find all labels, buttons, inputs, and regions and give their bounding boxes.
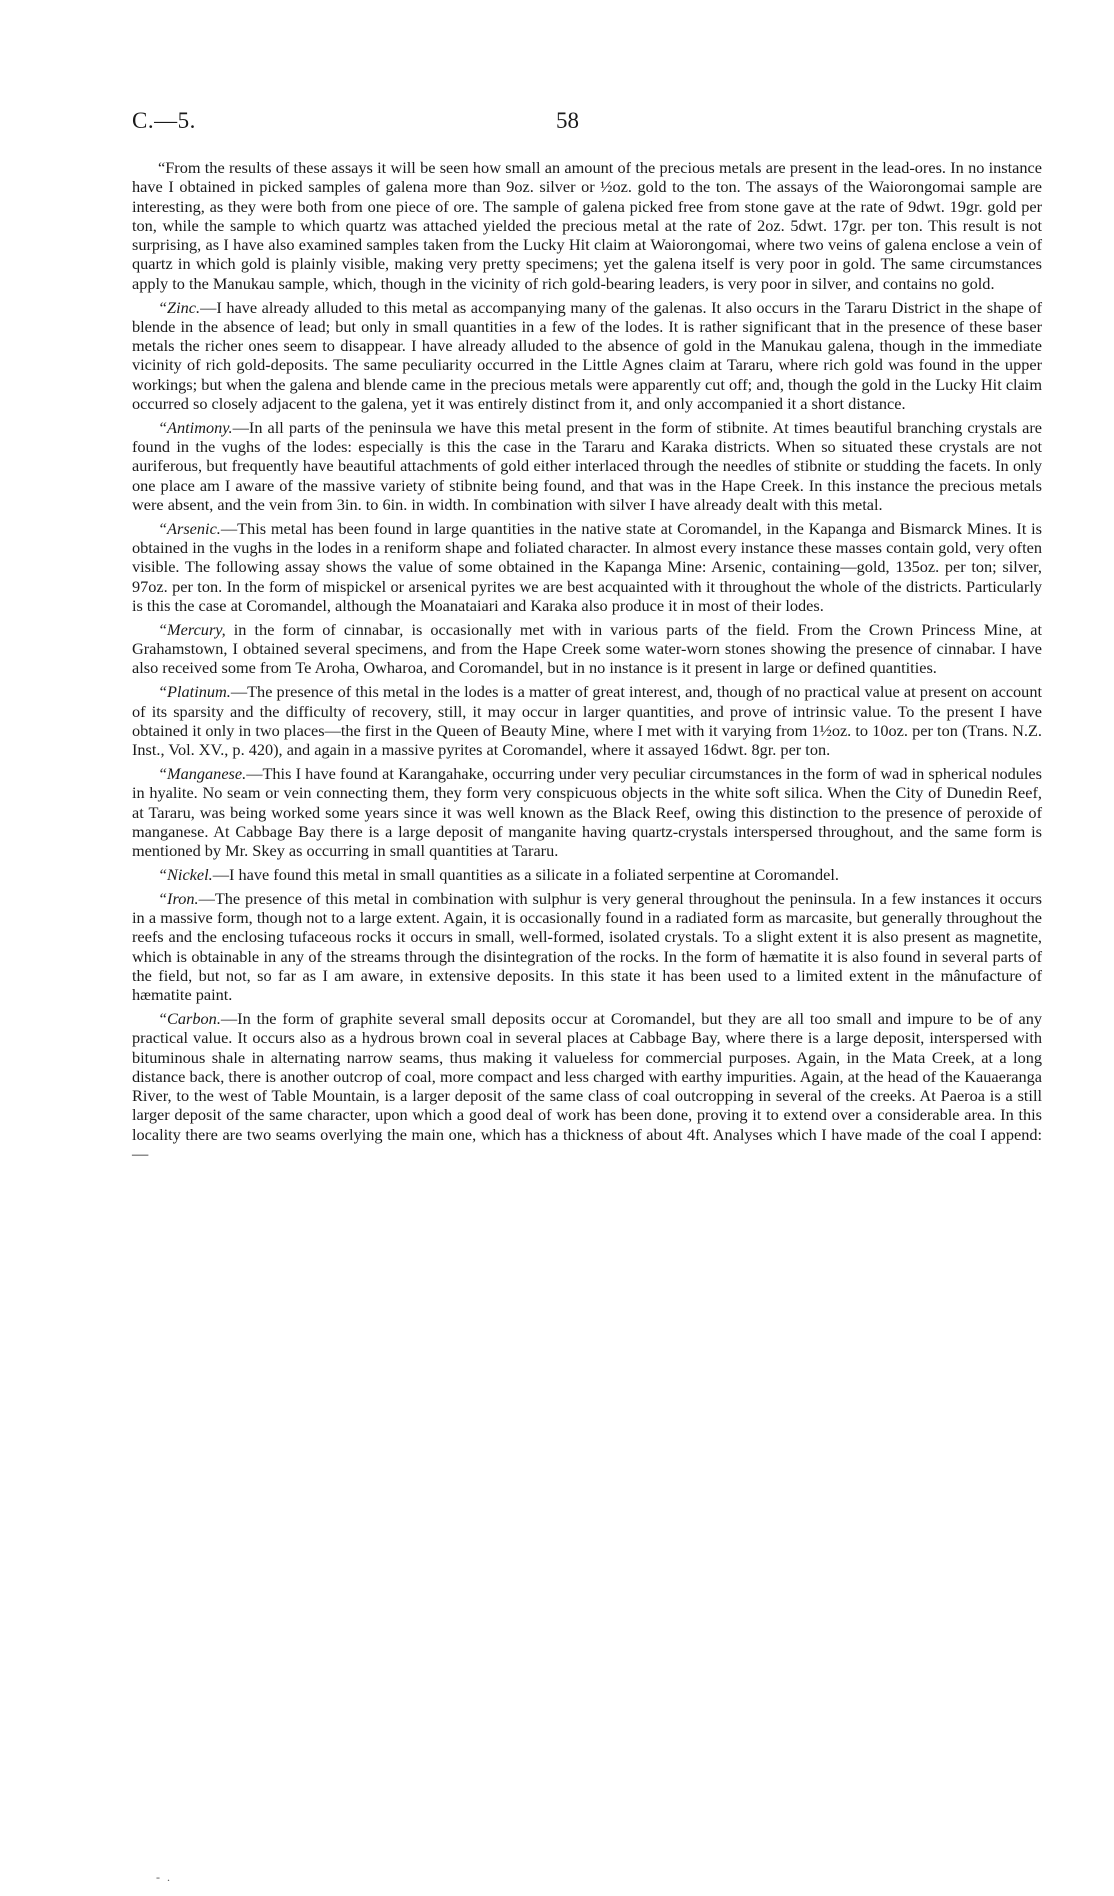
- paragraph-lead: “Platinum.: [158, 682, 231, 702]
- paragraph-arsenic: [132, 519, 1042, 615]
- page-header: [132, 108, 1042, 144]
- paragraph-lead: “Manganese.: [158, 763, 247, 783]
- paragraph-platinum: [132, 682, 1042, 759]
- paragraph-text: —This metal has been found in large quantities in the native state at Coromandel, in the Kapanga and Bismarck Mines. It is obtained in the vughs in the lodes in a reniform shape and foliated character. In almost every instance these masses contain gold, very often visible. The following assay shows the value of some obtained in the Kapanga Mine: Arsenic, containing—gold, 135oz. per ton; silver, 97oz. per ton. In the form of mispickel or arsenical pyrites we are best acquainted with it throughout the whole of the districts. Particularly is this the case at Coromandel, although the Moanataiari and Karaka also produce it in most of their lodes.: [132, 518, 1042, 616]
- paragraph-lead: “Carbon.: [158, 1008, 221, 1028]
- body-text: [132, 158, 1042, 1168]
- paragraph-text: —The presence of this metal in the lodes is a matter of great interest, and, though of no practical value at present on account of its sparsity and the difficulty of recovery, still, it may occur in larger quantities, and prove of intrinsic value. To the present I have obtained it only in two places—the first in the Queen of Beauty Mine, where I met with it varying from 1½oz. to 10oz. per ton (Trans. N.Z. Inst., Vol. XV., p. 420), and again in a massive pyrites at Coromandel, where it assayed 16dwt. 8gr. per ton.: [132, 682, 1042, 760]
- paragraph-carbon: [132, 1009, 1042, 1163]
- paragraph-lead: “Zinc.: [158, 297, 201, 317]
- paragraph-assays: [132, 158, 1042, 293]
- paragraph-text: —In the form of graphite several small deposits occur at Coromandel, but they are all too small and impure to be of any practical value. It occurs also as a hydrous brown coal in several places at Cabbage Bay, where there is a large deposit, interspersed with bituminous shale in alternating narrow seams, thus making it valueless for commercial purposes. Again, in the Mata Creek, at a long distance back, there is another outcrop of coal, more compact and less charged with earthy impurities. Again, at the head of the Kauaeranga River, to the west of Table Mountain, is a larger deposit of the same class of coal outcropping in several of the creeks. At Paeroa is a still larger deposit of the same character, upon which a good deal of work has been done, proving it to extend over a considerable area. In this locality there are two seams overlying the main one, which has a thickness of about 4ft. Analyses which I have made of the coal I append:—: [132, 1008, 1042, 1164]
- paragraph-text: —I have found this metal in small quantities as a silicate in a foliated serpentine at Coromandel.: [212, 864, 839, 884]
- paragraph-iron: [132, 889, 1042, 1005]
- paragraph-text: —This I have found at Karangahake, occurring under very peculiar circumstances in the form of wad in spherical nodules in hyalite. No seam or vein connecting them, they form very conspicuous objects in the white soft silica. When the City of Dunedin Reef, at Tararu, was being worked some years since it was well known as the Black Reef, owing this distinction to the presence of peroxide of manganese. At Cabbage Bay there is a large deposit of manganite having quartz-crystals interspersed throughout, and the same form is mentioned by Mr. Skey as occurring in small quantities at Tararu.: [132, 763, 1042, 861]
- paragraph-lead: “Mercury,: [158, 619, 226, 639]
- paragraph-lead: “Iron.: [158, 888, 199, 908]
- paragraph-text: —I have already alluded to this metal as accompanying many of the galenas. It also occurs in the Tararu District in the shape of blende in the absence of lead; but only in small quantities in a few of the lodes. It is rather significant that in the presence of these baser metals the richer ones seem to disappear. I have already alluded to the absence of gold in the Manukau galena, though in the immediate vicinity of rich gold-deposits. The same peculiarity occurred in the Little Agnes claim at Tararu, where rich gold was found in the upper workings; but when the galena and blende came in the precious metals were apparently cut off; and, though the gold in the Lucky Hit claim occurred so closely adjacent to the galena, yet it was entirely distinct from it, and only accompanied it a short distance.: [132, 297, 1042, 414]
- paragraph-mercury: [132, 620, 1042, 678]
- paragraph-manganese: [132, 764, 1042, 860]
- paragraph-text: —In all parts of the peninsula we have this metal present in the form of stibnite. At times beautiful branching crystals are found in the vughs of the lodes: especially is this the case in the Tararu and Karaka districts. When so situated these crystals are not auriferous, but frequently have beautiful attachments of gold either interlaced through the needles of stibnite or studding the facets. In only one place am I aware of the massive variety of stibnite being found, and that was in the Hape Creek. In this instance the precious metals were absent, and the vein from 3in. to 6in. in width. In combination with silver I have already dealt with this metal.: [132, 417, 1042, 515]
- document-reference: C.—5.: [132, 108, 196, 133]
- paragraph-lead: “Antimony.: [158, 417, 233, 437]
- paragraph-text: in the form of cinnabar, is occasionally met with in various parts of the field. From the Crown Princess Mine, at Grahamstown, I obtained several specimens, and from the Hape Creek some water-worn stones showing the presence of cinnabar. I have also received some from Te Aroha, Owharoa, and Coromandel, but in no instance is it present in large or defined quantities.: [132, 619, 1042, 678]
- paragraph-lead: “Arsenic.: [158, 518, 221, 538]
- paragraph-text: —The presence of this metal in combination with sulphur is very general throughout the peninsula. In a few instances it occurs in a massive form, though not to a large extent. Again, it is occasionally found in a radiated form as marcasite, but generally throughout the reefs and the enclosing tufaceous rocks it occurs in small, well-formed, isolated crystals. To a slight extent it is also present as magnetite, which is obtainable in any of the streams through the disintegration of the rocks. In the form of hæmatite it is also found in several parts of the field, but not, so far as I am aware, in extensive deposits. In this state it has been used to a limited extent in the mânufacture of hæmatite paint.: [132, 888, 1042, 1005]
- paragraph-nickel: [132, 865, 1042, 884]
- footer-mark: - .: [156, 1870, 172, 1884]
- paragraph-lead: “Nickel.: [158, 864, 213, 884]
- page-number: 58: [556, 108, 579, 133]
- paragraph-zinc: [132, 298, 1042, 414]
- paragraph-text: “From the results of these assays it will be seen how small an amount of the precious metals are present in the lead-ores. In no instance have I obtained in picked samples of galena more than 9oz. silver or ½oz. gold to the ton. The assays of the Waiorongomai sample are interesting, as they were both from one piece of ore. The sample of galena picked free from stone gave at the rate of 9dwt. 19gr. gold per ton, while the sample to which quartz was attached yielded the precious metal at the rate of 2oz. 5dwt. 17gr. per ton. This result is not surprising, as I have also examined samples taken from the Lucky Hit claim at Waiorongomai, where two veins of galena enclose a vein of quartz in which gold is plainly visible, making very pretty specimens; yet the galena itself is very poor in gold. The same circumstances apply to the Manukau sample, which, though in the vicinity of rich gold-bearing leaders, is very poor in silver, and contains no gold.: [132, 158, 1042, 293]
- paragraph-antimony: [132, 418, 1042, 514]
